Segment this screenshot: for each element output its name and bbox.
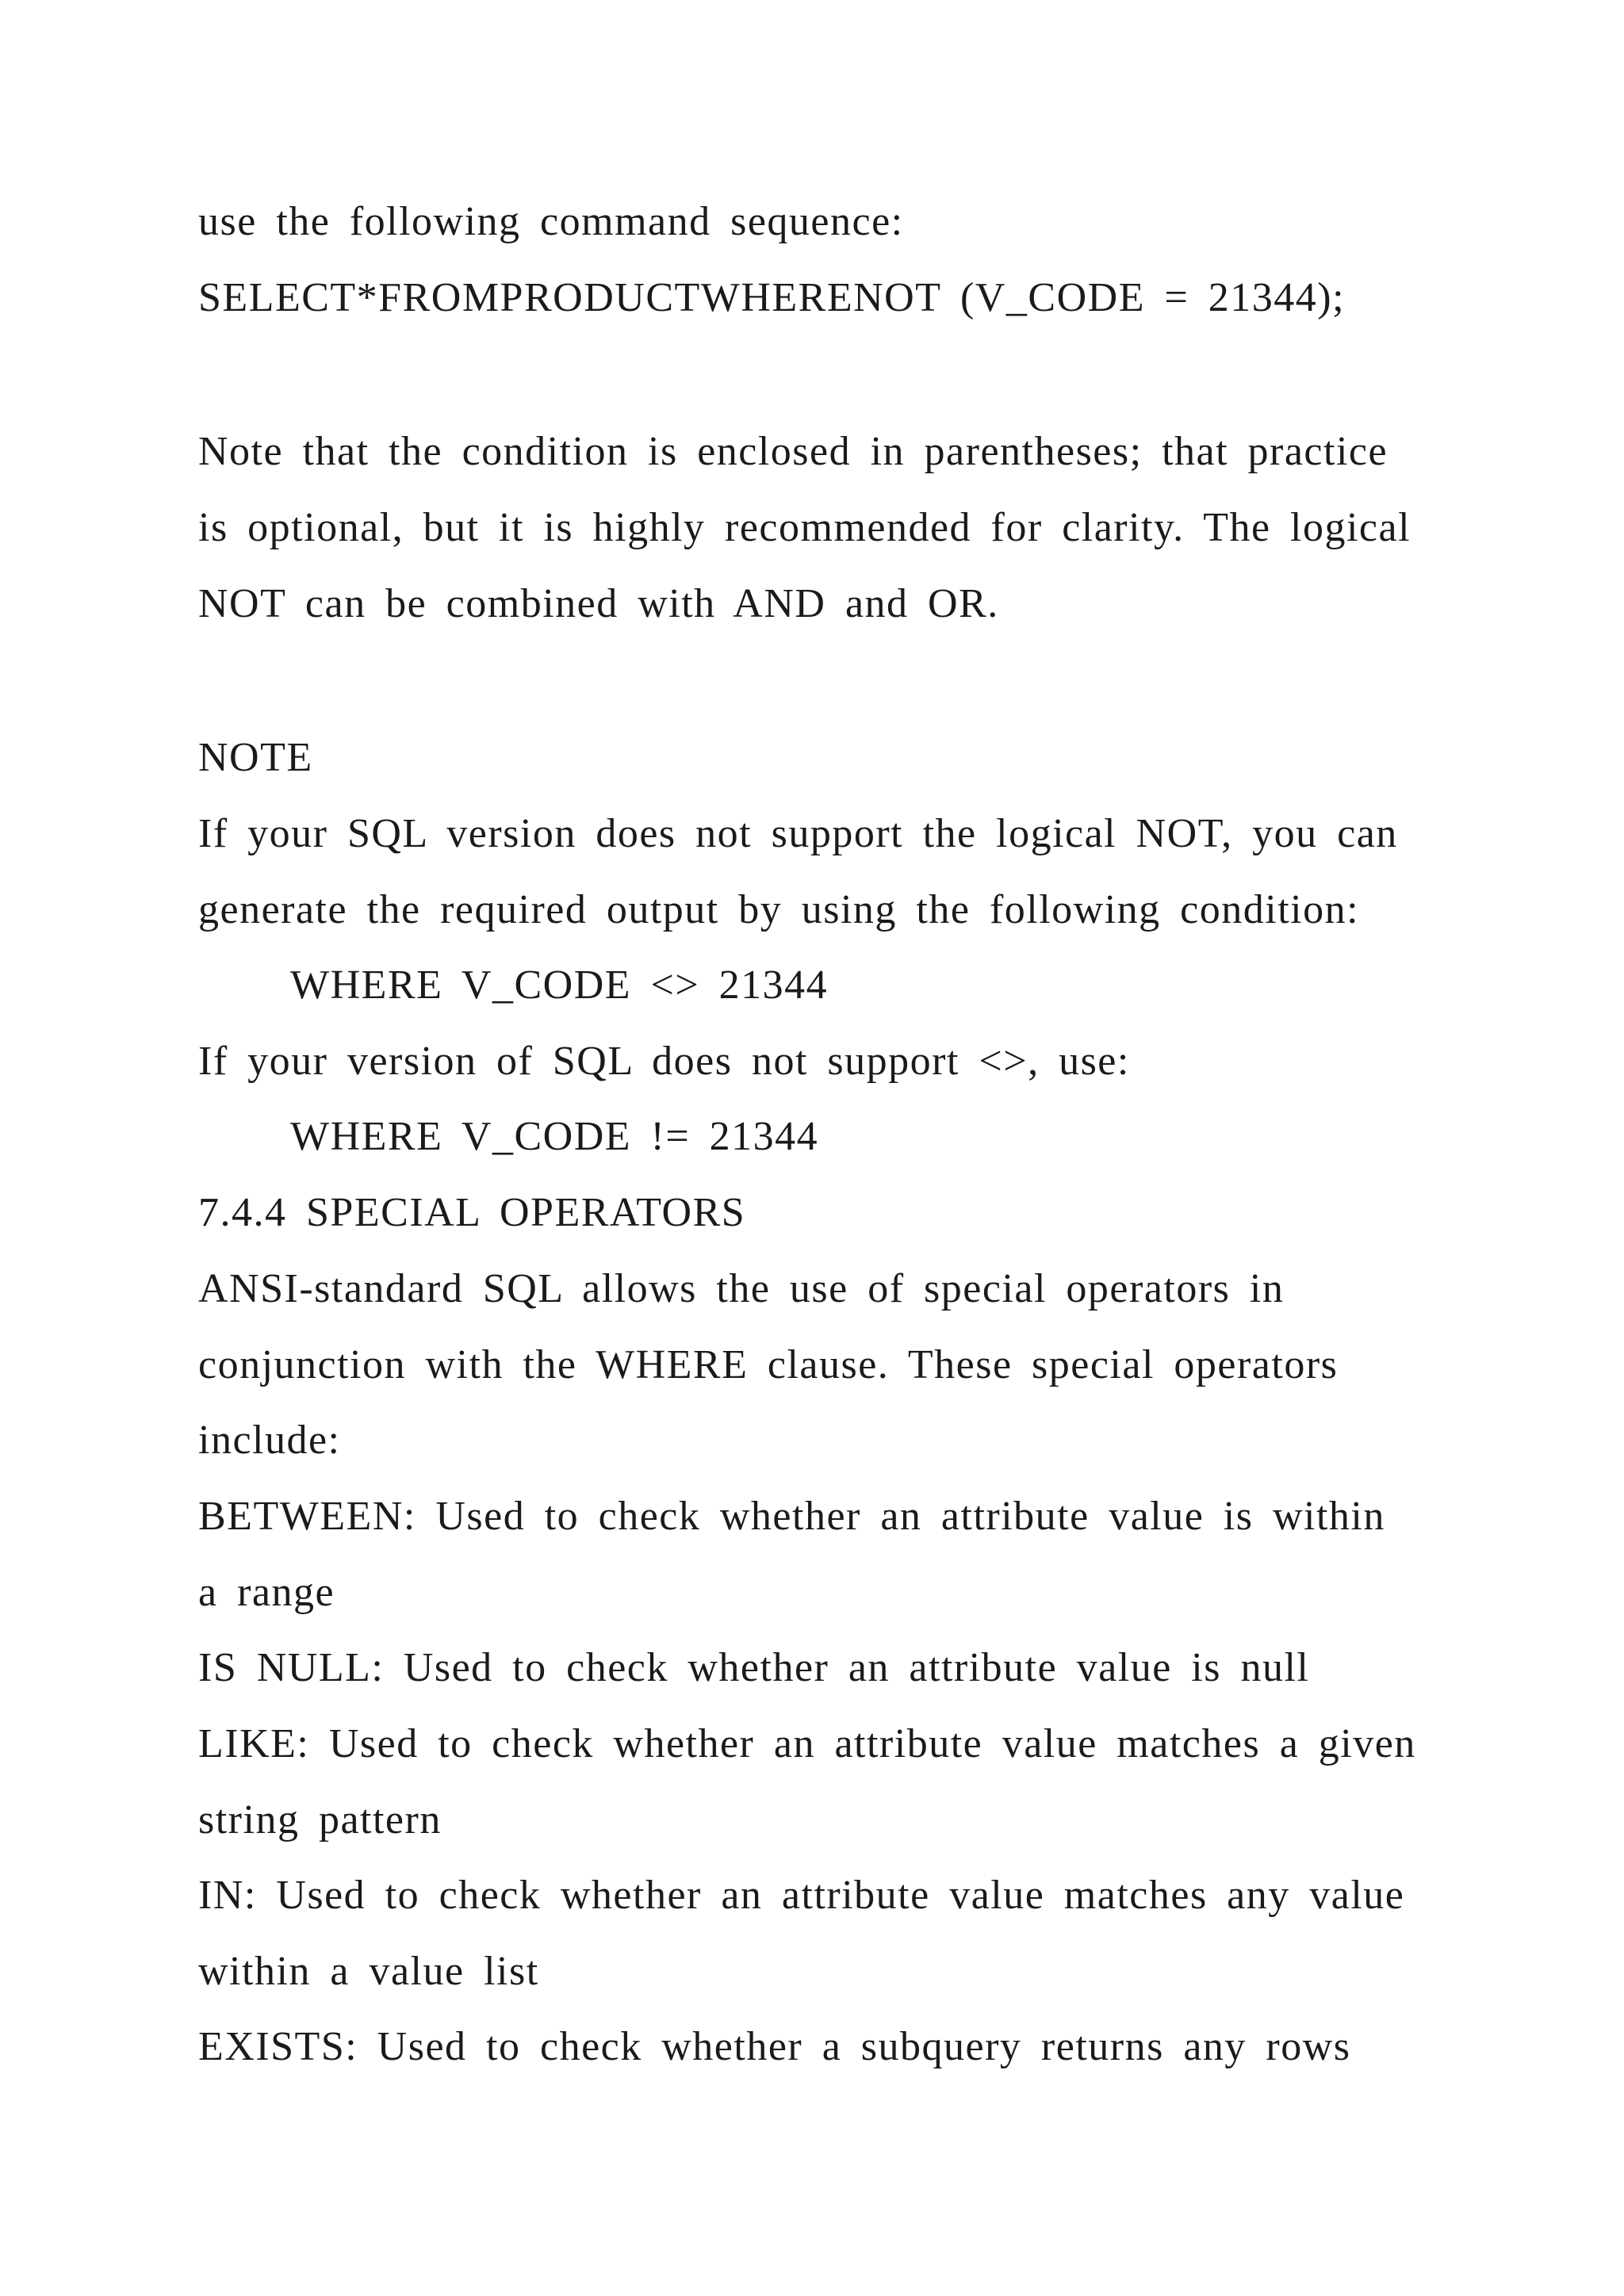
sql-command: SELECT*FROMPRODUCTWHERENOT (V_CODE = 21344); xyxy=(198,275,1346,320)
note-alt-line: If your version of SQL does not support <>, use: xyxy=(198,1039,1130,1084)
section-intro-line-2: conjunction with the WHERE clause. These special operators xyxy=(198,1342,1339,1387)
where-clause-1: WHERE V_CODE <> 21344 xyxy=(290,962,829,1008)
operator-is-null: IS NULL: Used to check whether an attribute value is null xyxy=(198,1645,1310,1690)
note-paragraph-line-3: NOT can be combined with AND and OR. xyxy=(198,581,999,626)
note-paragraph-line-1: Note that the condition is enclosed in parentheses; that practice xyxy=(198,429,1388,474)
operator-between-line-1: BETWEEN: Used to check whether an attribute value is within xyxy=(198,1494,1385,1539)
note-heading: NOTE xyxy=(198,735,313,780)
operator-between-line-2: a range xyxy=(198,1570,335,1615)
section-intro-line-1: ANSI-standard SQL allows the use of special operators in xyxy=(198,1266,1285,1311)
note-paragraph-line-2: is optional, but it is highly recommended for clarity. The logical xyxy=(198,505,1411,550)
section-intro-line-3: include: xyxy=(198,1418,341,1463)
operator-like-line-1: LIKE: Used to check whether an attribute value matches a given xyxy=(198,1721,1416,1766)
intro-line: use the following command sequence: xyxy=(198,199,904,244)
section-heading: 7.4.4 SPECIAL OPERATORS xyxy=(198,1190,746,1235)
operator-exists: EXISTS: Used to check whether a subquery returns any rows xyxy=(198,2024,1351,2069)
note-body-line-1: If your SQL version does not support the logical NOT, you can xyxy=(198,811,1398,856)
operator-like-line-2: string pattern xyxy=(198,1797,442,1843)
where-clause-2: WHERE V_CODE != 21344 xyxy=(290,1114,819,1159)
operator-in-line-1: IN: Used to check whether an attribute value matches any value xyxy=(198,1873,1405,1918)
operator-in-line-2: within a value list xyxy=(198,1949,539,1994)
note-body-line-2: generate the required output by using the following condition: xyxy=(198,887,1360,932)
